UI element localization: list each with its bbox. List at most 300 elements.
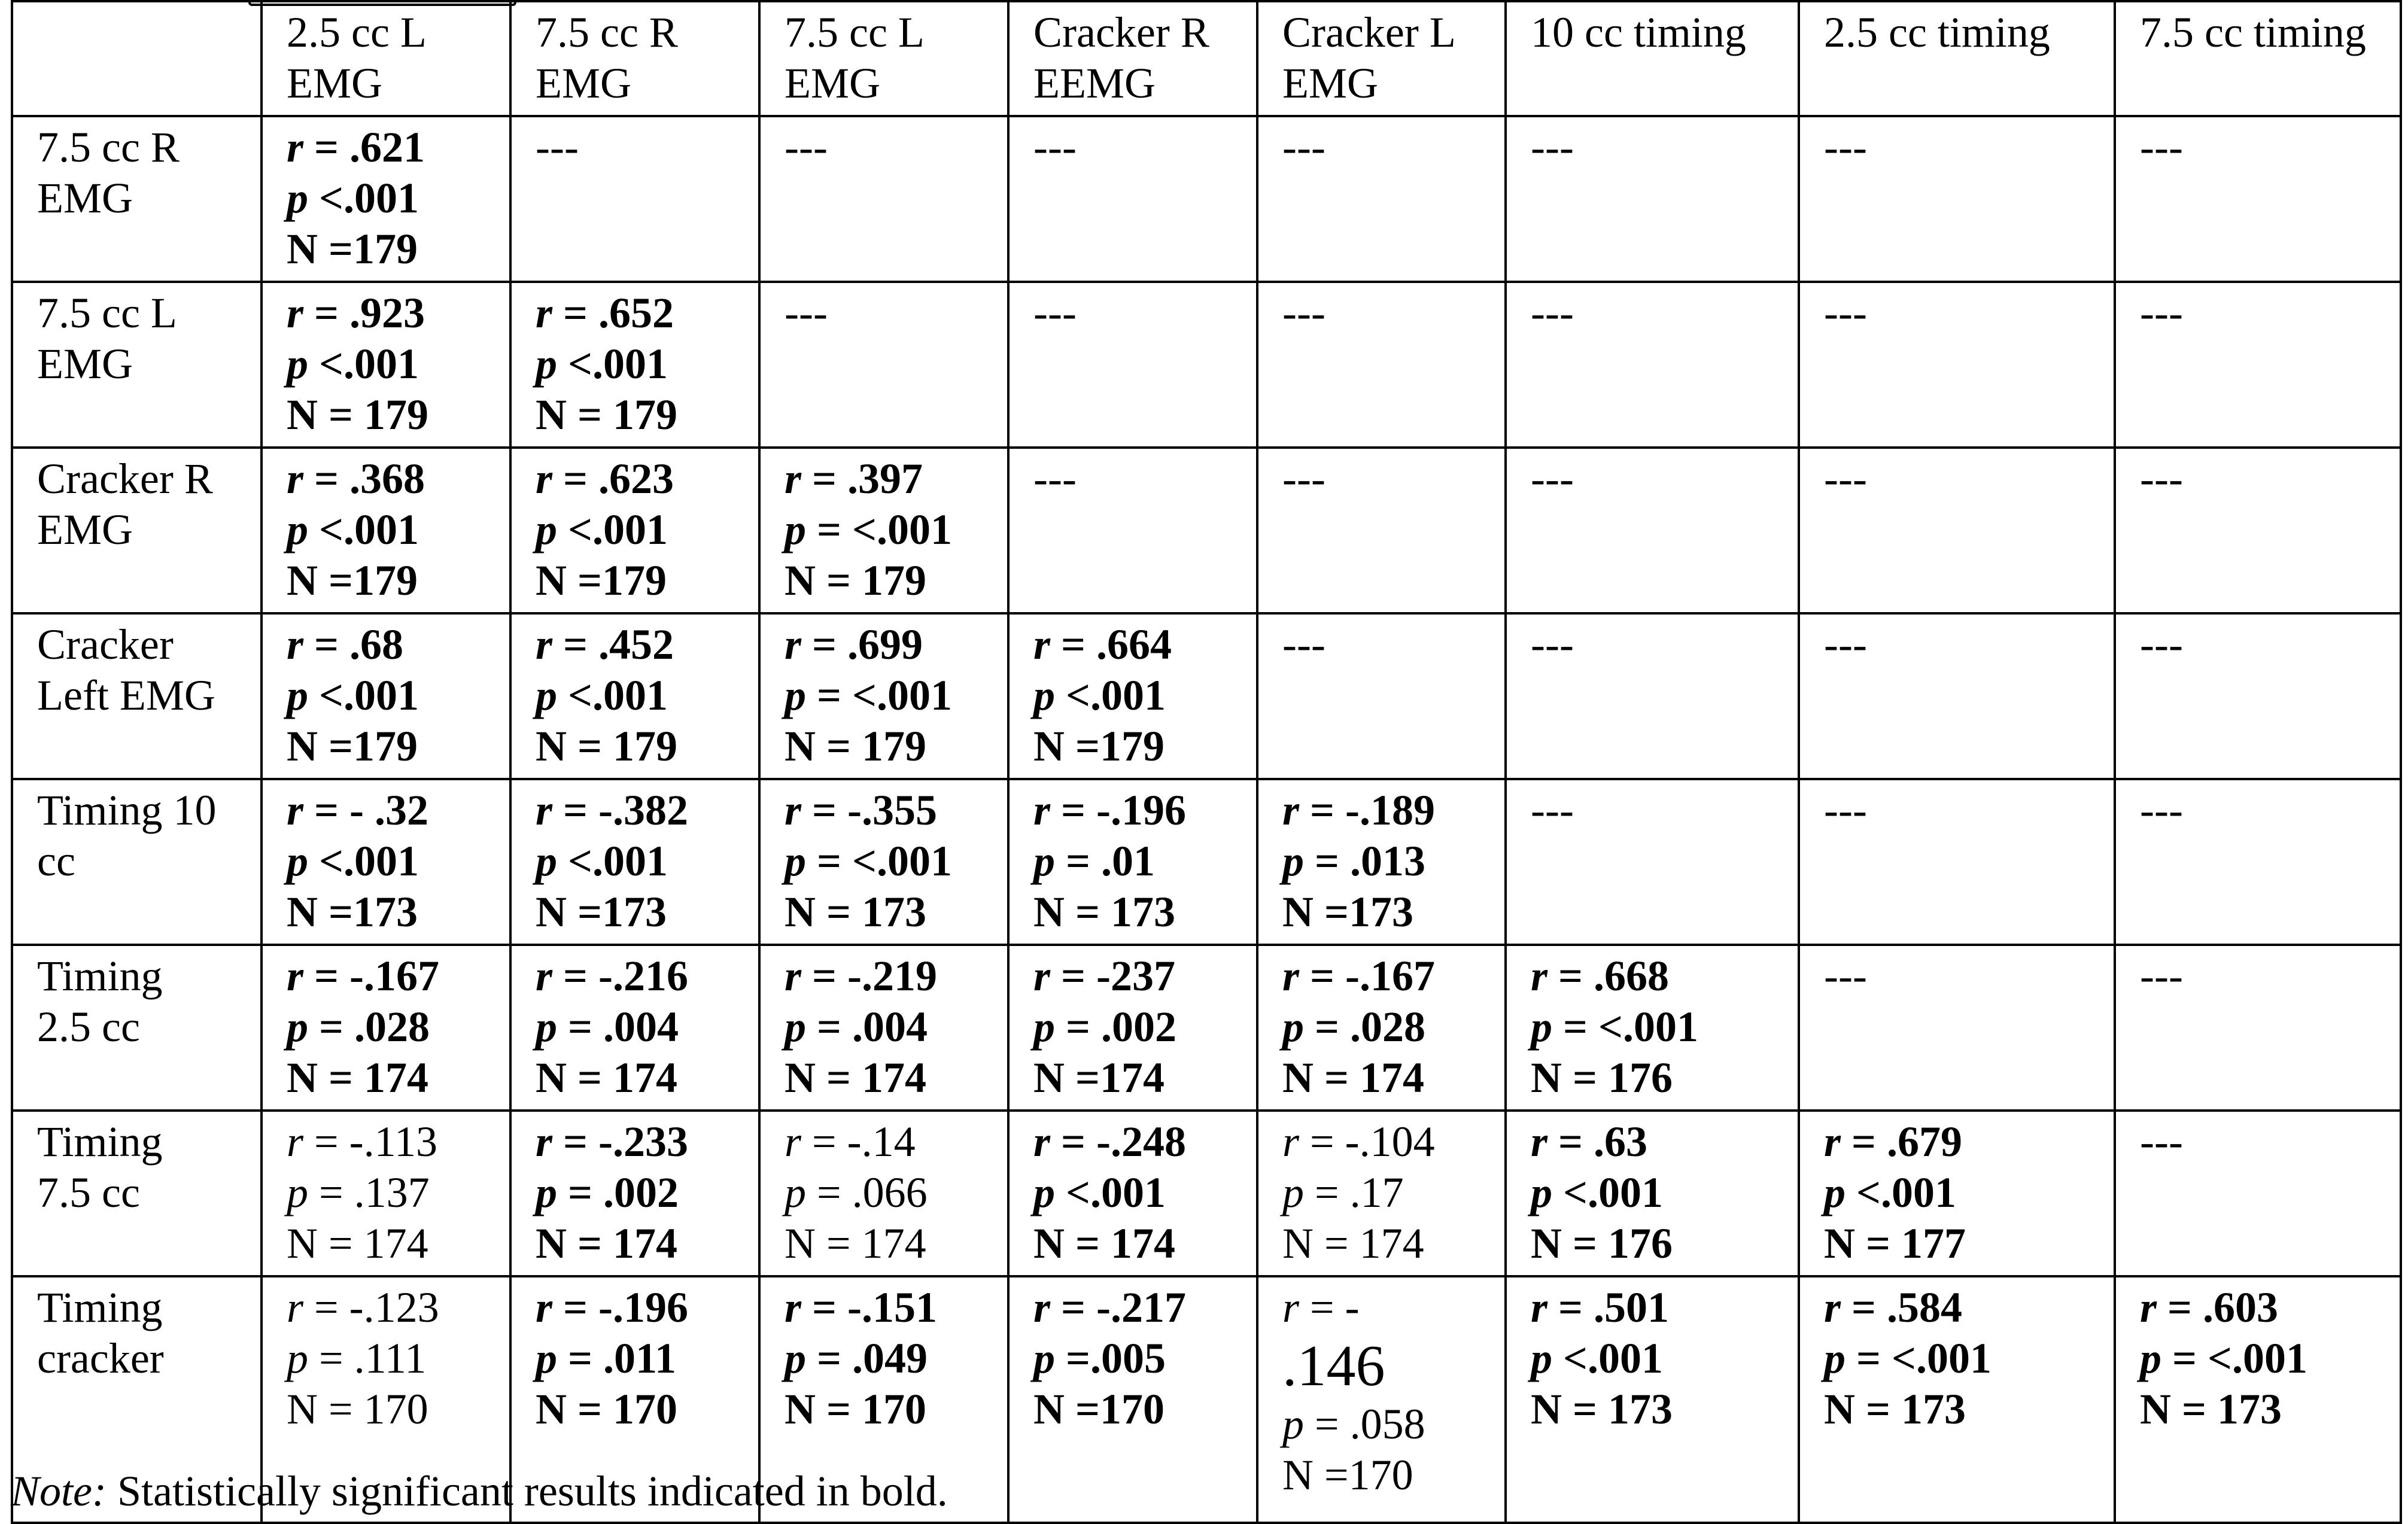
cell-stat-line: r = -.104 (1282, 1118, 1435, 1166)
cell-stat-line: p <.001 (287, 340, 419, 388)
empty-marker: --- (1282, 455, 1325, 503)
empty-marker: --- (2140, 123, 2183, 171)
cell-stat-line: r = -.151 (785, 1283, 938, 1331)
empty-marker: --- (1824, 455, 1867, 503)
empty-cell (1506, 448, 1799, 613)
column-header: Cracker L EMG (1257, 1, 1506, 116)
stat-symbol: p (536, 671, 557, 719)
empty-cell (1506, 613, 1799, 779)
note-text: Statistically significant results indicated in bold. (106, 1467, 948, 1515)
empty-marker: --- (1033, 455, 1077, 503)
correlation-table (11, 0, 2402, 1524)
stat-symbol: r (1282, 952, 1300, 1000)
row-label-line: EMG (37, 340, 133, 388)
empty-marker: --- (2140, 620, 2183, 668)
cell-stat-line: N =173 (1282, 888, 1414, 936)
row-label-line: cracker (37, 1334, 164, 1382)
empty-marker: --- (1531, 455, 1574, 503)
empty-marker: --- (2140, 786, 2183, 834)
empty-marker: --- (785, 289, 828, 337)
cell-stat-line: r = .584 (1824, 1283, 1963, 1331)
significant-cell (1008, 779, 1257, 945)
row-label-line: cc (37, 837, 75, 885)
stat-symbol: p (287, 837, 308, 885)
empty-cell (1506, 779, 1799, 945)
significant-cell (1506, 945, 1799, 1111)
stat-symbol: r (1033, 952, 1051, 1000)
stat-symbol: r (2140, 1283, 2157, 1331)
empty-cell (1799, 945, 2115, 1111)
cell-stat-line: p = .002 (536, 1169, 679, 1216)
stat-symbol: p (785, 671, 806, 719)
significant-cell (1506, 1276, 1799, 1523)
stat-symbol: p (1531, 1334, 1552, 1382)
stat-symbol: p (287, 1334, 308, 1382)
row-label (12, 1111, 262, 1276)
empty-cell (1799, 282, 2115, 448)
stat-symbol: r (1033, 1283, 1051, 1331)
stat-symbol: p (1282, 1169, 1304, 1216)
cell-stat-line: p = .028 (287, 1003, 430, 1051)
significant-cell (262, 448, 510, 613)
cell-stat-line: r = -.216 (536, 952, 689, 1000)
cell-stat-line: p = <.001 (2140, 1334, 2308, 1382)
empty-marker: --- (1282, 289, 1325, 337)
cell-stat-line: p = .013 (1282, 837, 1426, 885)
significant-cell (262, 779, 510, 945)
significant-cell (1008, 613, 1257, 779)
cell-stat-line: N = 174 (287, 1219, 428, 1267)
note-label: Note: (11, 1467, 107, 1515)
table-row (12, 945, 2401, 1111)
significant-cell (759, 779, 1008, 945)
cell-stat-line: N =173 (536, 888, 667, 936)
column-header: 10 cc timing (1506, 1, 1799, 116)
significant-cell (759, 613, 1008, 779)
significant-cell (1506, 1111, 1799, 1276)
cell-stat-line: r = -.14 (785, 1118, 916, 1166)
cell-stat-line: N = 174 (536, 1054, 678, 1102)
stat-symbol: r (785, 1118, 802, 1166)
stat-symbol: r (536, 289, 553, 337)
cell-stat-line: N = 174 (287, 1054, 429, 1102)
table-row (12, 448, 2401, 613)
empty-cell (1506, 282, 1799, 448)
cell-stat-line: p <.001 (536, 837, 668, 885)
stat-symbol: r (536, 1118, 553, 1166)
cell-stat-line: N = 179 (785, 556, 927, 604)
cell-stat-line: p <.001 (1531, 1334, 1664, 1382)
stat-symbol: p (287, 671, 308, 719)
cell-stat-line: p = <.001 (785, 671, 953, 719)
stat-symbol: p (536, 1003, 557, 1051)
row-label-line: 7.5 cc R (37, 123, 180, 171)
stat-symbol: r (1531, 1118, 1548, 1166)
empty-marker: --- (1531, 289, 1574, 337)
row-label-line: EMG (37, 174, 133, 222)
cell-stat-line: p <.001 (1824, 1169, 1957, 1216)
cell-stat-line: p = .17 (1282, 1169, 1404, 1216)
row-label (12, 282, 262, 448)
stat-symbol: p (1033, 1169, 1055, 1216)
significant-cell (262, 945, 510, 1111)
row-label-line: EMG (37, 506, 133, 553)
stat-symbol: r (536, 620, 553, 668)
cell-stat-line: p = <.001 (1531, 1003, 1699, 1051)
row-label-line: Timing (37, 1283, 163, 1331)
cell-stat-line: r = .397 (785, 455, 923, 503)
significant-cell (262, 613, 510, 779)
cell-stat-line: r = -237 (1033, 952, 1176, 1000)
cell-stat-line: r = .668 (1531, 952, 1670, 1000)
cell-stat-line: r = .623 (536, 455, 674, 503)
cell-stat-line: p = .058 (1282, 1400, 1425, 1448)
cell-stat-line: r = .923 (287, 289, 425, 337)
row-label (12, 613, 262, 779)
cell-stat-line: r = -.217 (1033, 1283, 1187, 1331)
stat-symbol: r (1282, 786, 1300, 834)
cell-stat-line: p = .066 (785, 1169, 928, 1216)
stat-symbol: r (1282, 1118, 1300, 1166)
cell-stat-line: N =179 (1033, 722, 1165, 770)
cell-stat-line: r = -.382 (536, 786, 689, 834)
cell-stat-line: N = 173 (2140, 1385, 2282, 1433)
significant-cell (759, 945, 1008, 1111)
column-header: Cracker R EEMG (1008, 1, 1257, 116)
empty-cell (759, 282, 1008, 448)
cell-stat-line: N =170 (1033, 1385, 1165, 1433)
stat-symbol: p (1824, 1169, 1845, 1216)
cell-stat-line: N = 179 (785, 722, 927, 770)
cell-stat-line: r = .63 (1531, 1118, 1648, 1166)
cell-stat-line: r = -.167 (287, 952, 440, 1000)
nonsignificant-cell (1257, 1276, 1506, 1523)
empty-cell (1257, 282, 1506, 448)
cell-stat-line: N = 177 (1824, 1219, 1966, 1267)
cell-stat-line: p = .002 (1033, 1003, 1177, 1051)
cell-stat-line: p <.001 (287, 837, 419, 885)
significant-cell (1257, 945, 1506, 1111)
row-label-line: Cracker (37, 620, 174, 668)
cell-stat-line: N =179 (287, 556, 418, 604)
empty-marker: --- (2140, 952, 2183, 1000)
stat-symbol: r (785, 952, 802, 1000)
cell-stat-line: p <.001 (287, 506, 419, 553)
stat-symbol: r (785, 455, 802, 503)
row-label (12, 448, 262, 613)
stat-symbol: p (2140, 1334, 2161, 1382)
cell-stat-line: N =179 (287, 722, 418, 770)
empty-cell (1008, 116, 1257, 282)
cell-stat-line: r = .368 (287, 455, 425, 503)
significant-cell (759, 448, 1008, 613)
empty-cell (510, 116, 759, 282)
cell-stat-line: p = .049 (785, 1334, 928, 1382)
empty-marker: --- (1282, 620, 1325, 668)
cell-stat-line: p =.005 (1033, 1334, 1166, 1382)
stat-symbol: p (785, 1169, 806, 1216)
cell-stat-line: r = -.167 (1282, 952, 1436, 1000)
significant-cell (1008, 945, 1257, 1111)
cell-stat-line: N = 173 (1824, 1385, 1966, 1433)
table-body (12, 116, 2401, 1523)
row-label-line: Cracker R (37, 455, 213, 503)
significant-cell (262, 116, 510, 282)
cell-stat-line: r = .501 (1531, 1283, 1670, 1331)
stat-symbol: p (1282, 1400, 1304, 1448)
empty-cell (1799, 448, 2115, 613)
stat-symbol: r (287, 455, 304, 503)
cell-stat-line: r = .603 (2140, 1283, 2279, 1331)
cell-stat-line: N =179 (536, 556, 667, 604)
cell-stat-line: p = .004 (536, 1003, 679, 1051)
nonsignificant-cell (262, 1111, 510, 1276)
column-header: 7.5 cc L EMG (759, 1, 1008, 116)
empty-marker: --- (536, 123, 579, 171)
stat-symbol: r (536, 1283, 553, 1331)
cell-stat-line: N = 173 (1531, 1385, 1673, 1433)
cell-stat-line: p = .011 (536, 1334, 677, 1382)
cell-stat-line: p <.001 (287, 671, 419, 719)
stat-symbol: r (287, 289, 304, 337)
stat-symbol: r (785, 786, 802, 834)
nonsignificant-cell (1257, 1111, 1506, 1276)
stat-symbol: p (1282, 837, 1304, 885)
cell-stat-line: r = -.248 (1033, 1118, 1187, 1166)
cell-stat-line: N =170 (1282, 1451, 1413, 1499)
stat-symbol: r (1824, 1118, 1841, 1166)
stat-symbol: p (1033, 837, 1055, 885)
empty-cell (1799, 779, 2115, 945)
cell-stat-line: N = 179 (536, 391, 678, 439)
empty-marker: --- (1033, 289, 1077, 337)
stat-symbol: r (1033, 1118, 1051, 1166)
significant-cell (510, 448, 759, 613)
cell-stat-line: N = 173 (1033, 888, 1176, 936)
cell-stat-line: r = -.355 (785, 786, 938, 834)
empty-cell (1799, 613, 2115, 779)
empty-marker: --- (785, 123, 828, 171)
empty-marker: --- (1531, 786, 1574, 834)
stat-symbol: p (287, 1169, 308, 1216)
cell-stat-line: p <.001 (1531, 1169, 1664, 1216)
stat-symbol: p (785, 1334, 806, 1382)
stat-symbol: r (1531, 1283, 1548, 1331)
row-label (12, 945, 262, 1111)
stat-symbol: p (1531, 1003, 1552, 1051)
cell-stat-line: N = 170 (785, 1385, 927, 1433)
cell-stat-line: p = <.001 (785, 837, 953, 885)
empty-marker: --- (1824, 786, 1867, 834)
stat-symbol: p (1033, 671, 1055, 719)
table-row (12, 1111, 2401, 1276)
cell-stat-line: p = .01 (1033, 837, 1156, 885)
nonsignificant-cell (759, 1111, 1008, 1276)
table-row (12, 613, 2401, 779)
cell-stat-line: N = 179 (287, 391, 429, 439)
empty-marker: --- (2140, 289, 2183, 337)
row-label-line: Timing 10 (37, 786, 217, 834)
empty-cell (2115, 613, 2401, 779)
significant-cell (1799, 1276, 2115, 1523)
empty-marker: --- (2140, 455, 2183, 503)
significant-cell (262, 282, 510, 448)
stat-symbol: r (1033, 620, 1051, 668)
empty-cell (2115, 945, 2401, 1111)
cell-stat-line: r = -.123 (287, 1283, 439, 1331)
empty-cell (2115, 448, 2401, 613)
cell-stat-line: N = 174 (536, 1219, 678, 1267)
stat-symbol: p (785, 837, 806, 885)
empty-marker: --- (1282, 123, 1325, 171)
empty-cell (2115, 1111, 2401, 1276)
cell-stat-line: p = <.001 (785, 506, 953, 553)
cell-stat-line: p <.001 (1033, 1169, 1166, 1216)
cell-stat-line: N = 170 (287, 1385, 428, 1433)
cell-stat-line: r = .68 (287, 620, 404, 668)
cell-stat-line: r = -.189 (1282, 786, 1436, 834)
cell-stat-line: N = 176 (1531, 1219, 1673, 1267)
cell-stat-line: r = .664 (1033, 620, 1172, 668)
cell-stat-line: p = .137 (287, 1169, 430, 1216)
cell-stat-line: N = 174 (785, 1054, 927, 1102)
cell-stat-line: r = .652 (536, 289, 674, 337)
row-label-line: 7.5 cc (37, 1169, 140, 1216)
stat-symbol: r (287, 952, 304, 1000)
cell-stat-line: p <.001 (287, 174, 419, 222)
table-row (12, 116, 2401, 282)
empty-marker: --- (1033, 123, 1077, 171)
cell-stat-line: r = .679 (1824, 1118, 1963, 1166)
significant-cell (510, 282, 759, 448)
column-header: 7.5 cc timing (2115, 1, 2401, 116)
stat-symbol: p (1033, 1334, 1055, 1382)
column-header: 2.5 cc timing (1799, 1, 2115, 116)
stat-symbol: r (287, 620, 304, 668)
cell-stat-line: p <.001 (536, 671, 668, 719)
empty-cell (1257, 116, 1506, 282)
row-label-line: 2.5 cc (37, 1003, 140, 1051)
cell-stat-line: .146 (1282, 1334, 1385, 1398)
cell-stat-line: N = 174 (1282, 1054, 1425, 1102)
stat-symbol: p (287, 506, 308, 553)
cell-stat-line: N =179 (287, 225, 418, 273)
cell-stat-line: N = 174 (785, 1219, 926, 1267)
table-row (12, 779, 2401, 945)
empty-cell (759, 116, 1008, 282)
row-label (12, 779, 262, 945)
column-header: 2.5 cc L EMG (262, 1, 510, 116)
row-label-line: 7.5 cc L (37, 289, 177, 337)
stat-symbol: r (536, 786, 553, 834)
cell-stat-line: p = .028 (1282, 1003, 1426, 1051)
cell-stat-line: p <.001 (536, 506, 668, 553)
empty-marker: --- (1824, 620, 1867, 668)
cell-stat-line: N = 173 (785, 888, 927, 936)
significant-cell (510, 945, 759, 1111)
table-row (12, 282, 2401, 448)
stat-symbol: r (1033, 786, 1051, 834)
significant-cell (510, 1111, 759, 1276)
cell-stat-line: r = -.196 (536, 1283, 689, 1331)
cell-stat-line: N = 176 (1531, 1054, 1673, 1102)
empty-cell (1799, 116, 2115, 282)
cell-stat-line: r = .699 (785, 620, 923, 668)
cell-stat-line: p = <.001 (1824, 1334, 1992, 1382)
empty-cell (1008, 282, 1257, 448)
stat-symbol: r (1824, 1283, 1841, 1331)
stat-symbol: p (536, 1334, 557, 1382)
empty-cell (2115, 282, 2401, 448)
stat-symbol: r (785, 1283, 802, 1331)
row-label-line: Timing (37, 1118, 163, 1166)
row-label (12, 116, 262, 282)
stat-symbol: p (1033, 1003, 1055, 1051)
cell-stat-line: N = 179 (536, 722, 678, 770)
cell-stat-line: r = -.219 (785, 952, 938, 1000)
cell-stat-line: p = .004 (785, 1003, 928, 1051)
cell-stat-line: r = .452 (536, 620, 674, 668)
significant-cell (1008, 1276, 1257, 1523)
cell-stat-line: N = 170 (536, 1385, 678, 1433)
cell-stat-line: r = -.233 (536, 1118, 689, 1166)
cell-stat-line: p <.001 (1033, 671, 1166, 719)
significant-cell (510, 613, 759, 779)
empty-marker: --- (1531, 123, 1574, 171)
stat-symbol: p (536, 340, 557, 388)
row-label-line: Left EMG (37, 671, 215, 719)
cell-stat-line: N = 174 (1282, 1219, 1424, 1267)
empty-cell (1008, 448, 1257, 613)
cell-stat-line: r = - .32 (287, 786, 429, 834)
stat-symbol: r (536, 952, 553, 1000)
cell-stat-line: N = 174 (1033, 1219, 1176, 1267)
stat-symbol: r (287, 1118, 304, 1166)
empty-marker: --- (1824, 952, 1867, 1000)
empty-marker: --- (1531, 620, 1574, 668)
cell-stat-line: N =173 (287, 888, 418, 936)
cell-stat-line: N =174 (1033, 1054, 1165, 1102)
stat-symbol: r (287, 1283, 304, 1331)
stat-symbol: r (287, 786, 304, 834)
significant-cell (1008, 1111, 1257, 1276)
significant-cell (1257, 779, 1506, 945)
stat-symbol: r (785, 620, 802, 668)
cell-stat-line: r = -.113 (287, 1118, 437, 1166)
cell-stat-line: r = - (1282, 1283, 1360, 1331)
empty-cell (2115, 779, 2401, 945)
stat-symbol: r (1282, 1283, 1300, 1331)
stat-symbol: r (1531, 952, 1548, 1000)
empty-marker: --- (1824, 289, 1867, 337)
row-label-line: Timing (37, 952, 163, 1000)
significant-cell (2115, 1276, 2401, 1523)
empty-cell (1257, 448, 1506, 613)
stat-symbol: p (536, 1169, 557, 1216)
stat-symbol: p (287, 174, 308, 222)
empty-cell (1506, 116, 1799, 282)
stat-symbol: r (536, 455, 553, 503)
empty-cell (1257, 613, 1506, 779)
cell-stat-line: p = .111 (287, 1334, 427, 1382)
stat-symbol: p (1824, 1334, 1845, 1382)
significant-cell (1799, 1111, 2115, 1276)
stat-symbol: p (536, 837, 557, 885)
stat-symbol: p (1531, 1169, 1552, 1216)
header-corner-cell (12, 1, 262, 116)
stat-symbol: p (785, 1003, 806, 1051)
table-note (11, 1466, 948, 1517)
